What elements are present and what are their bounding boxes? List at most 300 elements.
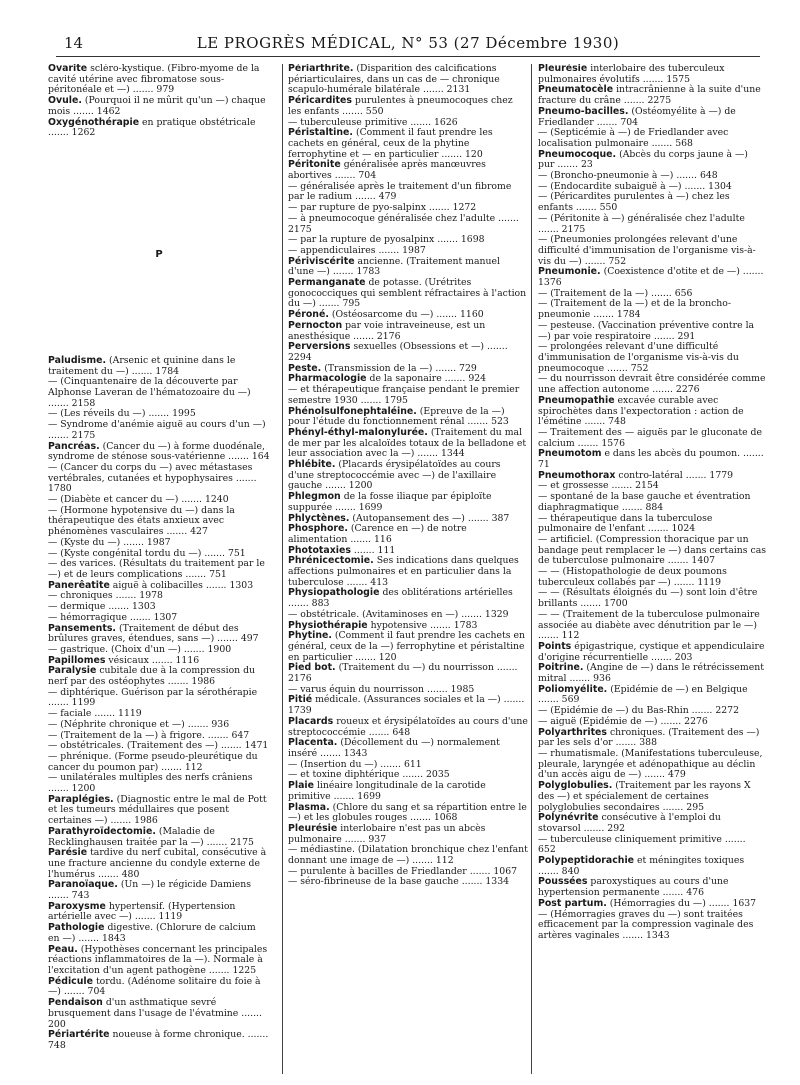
index-entry — [288, 738, 528, 759]
index-entry — [538, 685, 766, 706]
index-entry — [538, 910, 766, 942]
entry-page-number: 1987 — [402, 244, 426, 256]
entry-text: — (Traitement de la —) et de la broncho-pneumonie — [538, 298, 732, 321]
entry-text: — aiguë (Epidémie de —) — [538, 715, 658, 727]
dot-leader: ....... — [126, 611, 154, 623]
entry-text: Pneumothorax contro-latéral — [538, 469, 683, 481]
entry-text: Pleurésie interlobaire des tuberculeux pulmonaires évolutifs — [538, 64, 725, 85]
index-entry — [48, 463, 270, 495]
entry-page-number: 648 — [699, 170, 718, 182]
entry-text: Points épigastrique, cystique et appendiculaire d'origine récurrentielle — [538, 640, 765, 663]
index-entry — [288, 845, 528, 866]
entry-page-number: 704 — [358, 170, 377, 182]
entry-page-number: 2176 — [288, 673, 312, 685]
index-entry — [538, 749, 766, 781]
entry-page-number: 704 — [620, 116, 639, 128]
entry-text: — thérapeutique dans la tuberculose pulmonaire de l'enfant — [538, 512, 713, 535]
dot-leader: ....... — [657, 715, 685, 727]
entry-page-number: 1160 — [459, 309, 484, 321]
index-entry — [48, 1030, 270, 1051]
dot-leader: ....... — [705, 897, 733, 909]
dot-leader: ....... — [538, 630, 562, 642]
dot-leader: ....... — [427, 619, 454, 631]
dot-leader: ....... — [352, 651, 379, 663]
entry-page-number: 550 — [365, 105, 384, 117]
entry-headword: Pédicule — [48, 975, 93, 987]
index-entry — [288, 588, 528, 609]
dot-leader: ....... — [466, 865, 494, 877]
entry-text: — (Cinquantenaire de la découverte par Alphonse Laveran de l'hématozoaire du —) — [48, 376, 251, 399]
entry-page-number: 1376 — [538, 277, 562, 289]
entry-text: — et grossesse — [538, 480, 609, 492]
entry-page-number: 1784 — [616, 309, 641, 321]
index-entry — [288, 695, 528, 716]
index-entry — [288, 321, 528, 342]
entry-headword: Papillomes — [48, 654, 106, 666]
entry-page-number: 569 — [561, 694, 580, 706]
entry-headword: Polypeptidorachie — [538, 855, 635, 867]
entry-text: — unilatérales multiples des nerfs crâniens — [48, 772, 253, 784]
dot-leader: ....... — [420, 84, 447, 96]
dot-leader: ....... — [48, 397, 72, 409]
entry-text: — Syndrome d'anémie aiguë au cours d'un —) — [48, 419, 266, 431]
entry-headword: Péristaltine. — [288, 127, 353, 139]
entry-text: — pesteuse. (Vaccination préventive contre la —) par voie respiratoire — [538, 319, 755, 342]
dot-leader: ....... — [180, 643, 208, 655]
dot-leader: ....... — [218, 740, 245, 752]
dot-leader: ....... — [75, 932, 102, 944]
dot-leader: ....... — [48, 429, 72, 441]
entry-text: Pneumopathie excavée curable avec spirochètes dans l'expectoration : action de l'émétine — [538, 394, 744, 428]
dot-leader: ....... — [288, 598, 312, 610]
entry-page-number: 1986 — [134, 815, 158, 827]
entry-headword: Pendaison — [48, 997, 103, 1009]
entry-headword: Pernocton — [288, 319, 343, 331]
dot-leader: ....... — [184, 718, 212, 730]
entry-page-number: 937 — [368, 833, 387, 845]
index-entry — [288, 877, 528, 888]
dot-leader: ....... — [739, 266, 764, 278]
index-entry — [538, 299, 766, 320]
entry-page-number: 1995 — [172, 408, 196, 420]
entry-headword: Phényl-éthyl-malonylurée. — [288, 426, 428, 438]
entry-page-number: 1407 — [691, 555, 716, 567]
dot-leader: ....... — [433, 309, 460, 321]
entry-text: — par rupture de pyo-salpinx — [288, 202, 426, 214]
dot-leader: ....... — [424, 683, 451, 695]
entry-headword: Phénolsulfonephtaléine. — [288, 405, 417, 417]
index-entry — [288, 385, 528, 406]
journal-title: LE PROGRÈS MÉDICAL, N° 53 (27 Décembre 1930) — [196, 34, 620, 52]
entry-page-number: 1225 — [232, 965, 257, 976]
index-entry — [288, 631, 528, 663]
entry-text: — rhumatismale. (Manifestations tuberculeuse, pleurale, laryngée et adénopathique au déclin d'un accès aigu de —) — [538, 748, 763, 781]
index-entry — [48, 752, 270, 773]
dot-leader: ....... — [618, 501, 646, 513]
entry-text: Pansements. (Traitement de début des brûlures graves, étendues, sans —) — [48, 622, 239, 645]
index-entry — [288, 556, 528, 588]
entry-page-number: 1262 — [71, 127, 96, 139]
entry-page-number: 2154 — [635, 480, 659, 492]
entry-page-number: 1240 — [204, 494, 229, 506]
entry-page-number: 884 — [645, 501, 664, 513]
entry-page-number: 729 — [459, 362, 477, 374]
entry-text: Physiothérapie hypotensive — [288, 619, 428, 631]
entry-text: Pleurésie interlobaire n'est pas un abcès pulmonaire — [288, 822, 486, 845]
entry-page-number: 883 — [311, 598, 330, 610]
entry-page-number: 1119 — [697, 576, 722, 588]
entry-text: Pathologie digestive. (Chlorure de calcium en —) — [48, 922, 256, 944]
index-entry — [538, 449, 766, 470]
entry-page-number: 427 — [190, 526, 208, 538]
entry-page-number: 1343 — [343, 748, 368, 759]
entry-page-number: 164 — [251, 451, 270, 463]
entry-text: — tuberculeuse cliniquement primitive — [538, 833, 722, 845]
entry-page-number: 1843 — [101, 932, 126, 944]
entry-headword: Physiothérapie — [288, 619, 368, 631]
entry-page-number: 1344 — [440, 448, 465, 460]
dot-leader: ....... — [70, 105, 97, 117]
dot-leader: ....... — [377, 758, 404, 770]
dot-leader: ....... — [204, 729, 232, 741]
index-entry — [538, 150, 766, 171]
entry-page-number: 1987 — [146, 536, 171, 548]
dot-leader: ....... — [145, 408, 173, 420]
dot-leader: ....... — [409, 855, 436, 867]
entry-text: — à pneumocoque généralisée chez l'adulte — [288, 212, 496, 224]
entry-headword: Pneumopathie — [538, 394, 615, 406]
index-entry — [48, 624, 270, 645]
entry-page-number: 1303 — [132, 601, 156, 613]
entry-text: — appendiculaires — [288, 244, 376, 256]
entry-text: — (Péricardites purulentes à —) chez les enfants — [538, 191, 730, 214]
index-entry — [538, 128, 766, 149]
index-entry — [288, 492, 528, 513]
index-entry — [538, 514, 766, 535]
dot-leader: ....... — [681, 180, 709, 192]
index-entry — [538, 342, 766, 374]
entry-headword: Péritonite — [288, 159, 341, 171]
index-entry — [538, 492, 766, 513]
entry-text: — (Epidémie de —) du Bas-Rhin — [538, 705, 689, 717]
dot-leader: ....... — [131, 911, 159, 923]
entry-page-number: 2175 — [71, 429, 96, 441]
entry-headword: Permanganate — [288, 277, 366, 289]
dot-leader: ....... — [670, 576, 698, 588]
entry-headword: Peste. — [288, 362, 322, 374]
dot-leader: ....... — [48, 783, 72, 795]
dot-leader: ....... — [620, 95, 648, 107]
entry-text: — (Péritonite à —) généralisée chez l'adulte — [538, 212, 745, 224]
index-entry — [288, 803, 528, 824]
dot-leader: ....... — [399, 769, 427, 781]
dot-leader: ....... — [148, 654, 176, 666]
index-entry — [48, 506, 270, 538]
dot-leader: ....... — [48, 697, 72, 709]
entries-after-letter — [48, 356, 270, 1052]
entry-headword: Pneumatocèle — [538, 84, 614, 96]
entry-page-number: 1303 — [229, 579, 254, 591]
index-entry — [538, 107, 766, 128]
index-entry — [538, 856, 766, 877]
entry-text: Péricardites purulentes à pneumocoques chez les enfants — [288, 95, 513, 117]
index-entry — [48, 377, 270, 409]
entry-text: Périartérite noueuse à forme chronique. — [48, 1029, 245, 1041]
entry-text: Peste. (Transmission de la —) — [288, 362, 433, 374]
entry-page-number: 1783 — [356, 266, 381, 278]
index-entry — [288, 407, 528, 428]
dot-leader: ....... — [580, 822, 608, 834]
entry-headword: Paroxysme — [48, 900, 106, 912]
index-entry — [48, 848, 270, 880]
dot-leader: ....... — [112, 590, 140, 602]
index-entry — [288, 781, 528, 802]
index-entry — [48, 880, 270, 901]
entry-text: — purulente à bacilles de Friedlander — [288, 865, 467, 877]
index-entry — [288, 428, 528, 460]
entry-text: — (Les réveils du —) — [48, 408, 146, 420]
entry-page-number: 2131 — [446, 84, 471, 96]
dot-leader: ....... — [60, 986, 88, 998]
dot-leader: ....... — [721, 833, 746, 845]
entry-text: — généralisée après le traitement d'un fibrome par le radium — [288, 180, 512, 203]
dot-leader: ....... — [441, 373, 469, 385]
entry-page-number: 550 — [599, 202, 618, 214]
entry-text: — — (Histopathologie de deux poumons tuberculeux collabés par —) — [538, 566, 727, 588]
index-entry — [538, 588, 766, 609]
entry-text: Pernocton par voie intraveineuse, est un anesthésique — [288, 319, 486, 342]
entry-headword: Placenta. — [288, 737, 338, 749]
entry-text: Péroné. (Ostéosarcome du —) — [288, 309, 434, 321]
index-entry — [538, 214, 766, 235]
entry-text: Pneumo-bacilles. (Ostéomyélite à —) de Friedlander — [538, 105, 736, 128]
entry-page-number: 2175 — [561, 223, 586, 235]
dot-leader: ....... — [572, 202, 600, 214]
dot-leader: ....... — [644, 523, 672, 535]
entry-page-number: 1199 — [71, 697, 96, 709]
entry-text: — médiastine. (Dilatation bronchique chez l'enfant donnant une image de —) — [288, 844, 528, 867]
dot-leader: ....... — [91, 708, 119, 720]
entry-text: Péristaltine. (Comment il faut prendre les cachets en général, ceux de la phytine ferrophytine et — en particulier — [288, 127, 493, 160]
dot-leader: ....... — [317, 748, 344, 759]
entry-page-number: 291 — [677, 330, 696, 342]
dot-leader: ....... — [350, 330, 377, 342]
entry-text: Phlyctènes. (Autopansement des —) — [288, 512, 465, 524]
entry-page-number: 1334 — [485, 876, 510, 888]
dot-leader: ....... — [577, 598, 604, 610]
index-entry — [288, 824, 528, 845]
entry-text: Pneumocoque. (Abcès du corps jaune à —) pur — [538, 148, 748, 171]
dot-leader: ....... — [648, 137, 676, 149]
entry-headword: Pneumo-bacilles. — [538, 105, 629, 117]
entry-page-number: 497 — [240, 633, 259, 645]
entry-text: — obstétricales. (Traitement des —) — [48, 740, 218, 752]
entry-page-number: 1200 — [71, 783, 96, 795]
entry-page-number: 1985 — [450, 683, 475, 695]
index-entry — [538, 192, 766, 213]
index-entry — [288, 663, 528, 684]
entry-page-number: 2272 — [715, 705, 739, 717]
entry-page-number: 120 — [465, 148, 483, 160]
entry-page-number: 2276 — [684, 715, 708, 727]
section-letter: P — [155, 248, 163, 260]
entry-headword: Péricardites — [288, 95, 352, 107]
entry-page-number: 743 — [71, 890, 90, 902]
entry-text: — (Broncho-pneumonie à —) — [538, 170, 674, 182]
index-entry — [48, 442, 270, 463]
index-entry — [48, 998, 270, 1030]
dot-leader: ....... — [353, 544, 378, 556]
entry-page-number: 1116 — [175, 654, 200, 666]
index-entry — [48, 688, 270, 709]
entry-text: — des varices. (Résultats du traitement par le —) et de leurs complications — [48, 558, 265, 580]
entry-headword: Phosphore. — [288, 523, 348, 535]
index-entry — [48, 118, 270, 139]
dot-leader: ....... — [664, 555, 692, 567]
index-entry — [288, 214, 528, 235]
entry-text: — obstétricale. (Avitaminoses en —) — [288, 608, 459, 620]
column-divider — [282, 64, 283, 1074]
index-column-1 — [48, 64, 270, 1069]
dot-leader: ....... — [407, 812, 434, 824]
entry-text: Peau. (Hypothèses concernant les principales réactions inflammatoires de la —). Normale à l'excitation d'un agent pathogène — [48, 943, 268, 976]
dot-leader: ....... — [357, 394, 385, 406]
entry-text: Phlébite. (Placards érysipélatoïdes au cours d'une streptococcémie avec —) de l'axillaire gauche — [288, 459, 501, 492]
entry-page-number: 295 — [686, 801, 705, 813]
entry-headword: Pneumotom — [538, 448, 602, 460]
entries — [538, 64, 766, 942]
entry-page-number: 1272 — [452, 202, 477, 214]
entry-text: — — (Traitement de la tuberculose pulmonaire associée au diabète avec dénutrition par le —) — [538, 608, 760, 631]
index-entry — [538, 835, 766, 856]
entry-page-number: 23 — [581, 159, 593, 171]
index-entry — [538, 663, 766, 684]
dot-leader: ....... — [649, 384, 676, 396]
dot-leader: ....... — [332, 501, 359, 513]
entry-headword: Pansements. — [48, 622, 116, 634]
index-entry — [288, 160, 528, 181]
entry-page-number: 1779 — [709, 469, 734, 481]
dot-leader: ....... — [464, 512, 492, 524]
column-divider — [531, 64, 532, 1074]
entry-page-number: 647 — [231, 729, 250, 741]
entry-headword: Pneumothorax — [538, 469, 616, 481]
index-entry — [288, 96, 528, 117]
dot-leader: ....... — [365, 726, 393, 738]
dot-leader: ....... — [659, 801, 687, 813]
dot-leader: ....... — [641, 769, 668, 781]
index-entry — [288, 182, 528, 203]
dot-leader: ....... — [225, 451, 252, 463]
entry-text: — séro-fibrineuse de la base gauche — [288, 876, 459, 888]
entry-text: Phlegmon de la fosse iliaque par épiploïte suppurée — [288, 491, 492, 513]
entry-headword: Plaie — [288, 780, 314, 792]
entry-headword: Poitrine. — [538, 662, 584, 674]
index-entry — [538, 428, 766, 449]
dot-leader: ....... — [458, 876, 486, 888]
dot-leader: ....... — [352, 191, 379, 203]
entry-headword: Paludisme. — [48, 354, 107, 366]
entry-page-number: 1698 — [460, 234, 485, 246]
entry-page-number: 1304 — [708, 180, 732, 192]
index-entry — [48, 795, 270, 827]
entry-text: Plaie linéaire longitudinale de la carotide primitive — [288, 780, 486, 802]
dot-leader: ....... — [315, 298, 343, 310]
entry-headword: Ovarite — [48, 64, 88, 74]
dot-leader: ....... — [438, 148, 466, 160]
dot-leader: ....... — [341, 833, 369, 845]
entry-text: — prolongées relevant d'une difficulté d'immunisation de l'organisme vis-à-vis du pneumocoque — [538, 341, 739, 374]
entry-page-number: 120 — [378, 651, 397, 663]
dot-leader: ....... — [425, 202, 453, 214]
dot-leader: ....... — [574, 437, 602, 449]
entry-page-number: 648 — [392, 726, 411, 738]
entry-text: Pitié médicale. (Assurances sociales et la —) — [288, 694, 501, 706]
dot-leader: ....... — [178, 494, 205, 506]
entry-text: — gastrique. (Choix d'un —) — [48, 643, 181, 655]
entry-headword: Placards — [288, 715, 334, 727]
entry-text: — et toxine diphtérique — [288, 769, 400, 781]
entry-text: Post partum. (Hémorragies du —) — [538, 897, 706, 909]
dot-leader: ....... — [538, 865, 562, 877]
entry-text: Polyglobulies. (Traitement par les rayons X des —) et spécialement de certaines polyglobulies secondaires — [538, 780, 751, 813]
entry-text: — artificiel. (Compression thoracique par un bandage peut remplacer le —) dans certains cas de tuberculose pulmonaire — [538, 533, 766, 567]
dot-leader: ....... — [740, 448, 764, 460]
entry-text: Papillomes vésicaux — [48, 654, 149, 666]
dot-leader: ....... — [347, 533, 374, 545]
entry-page-number: 116 — [373, 533, 392, 545]
entry-page-number: 1626 — [434, 116, 458, 128]
index-entry — [288, 460, 528, 492]
index-entry — [538, 781, 766, 813]
dot-leader: ....... — [48, 890, 72, 902]
index-entry — [48, 559, 270, 580]
dot-leader: ....... — [432, 362, 460, 374]
dot-leader: ....... — [182, 568, 210, 580]
entry-text: — diphtérique. Guérison par la sérothérapie — [48, 686, 258, 698]
entry-text: — (Traitement de la —) à frigore. — [48, 729, 205, 741]
entry-text: Pancréas. (Cancer du —) à forme duodénale, syndrome de sténose sous-vatérienne — [48, 440, 265, 463]
entry-page-number: 413 — [370, 576, 389, 588]
entry-headword: Perversions — [288, 341, 351, 353]
index-entry — [288, 64, 528, 96]
dot-leader: ....... — [95, 868, 122, 880]
entry-headword: Parésie — [48, 847, 88, 859]
entry-page-number: 840 — [561, 865, 580, 877]
entry-text: — (Diabète et cancer du —) — [48, 494, 179, 506]
entry-page-number: 111 — [377, 544, 396, 556]
entry-text: Périarthrite. (Disparition des calcifications périarticulaires, dans un cas de — chronique scapulo-humérale bilatérale — [288, 64, 500, 96]
entry-page-number: 704 — [87, 986, 106, 998]
entry-headword: Ovule. — [48, 95, 82, 107]
entry-text: Oxygénothérapie en pratique obstétricale — [48, 116, 256, 128]
entry-text: — varus équin du nourrisson — [288, 683, 425, 695]
dot-leader: ....... — [163, 526, 191, 538]
entry-page-number: 652 — [538, 844, 556, 856]
dot-leader: ....... — [330, 790, 358, 802]
entry-headword: Phlébite. — [288, 459, 336, 471]
entry-text: Physiopathologie des oblitérations artérielles — [288, 587, 513, 599]
dot-leader: ....... — [375, 244, 403, 256]
index-entry — [538, 610, 766, 642]
entry-page-number: 751 — [227, 547, 246, 559]
entry-text: Perversions sexuelles (Obsessions et —) — [288, 341, 485, 353]
entry-page-number: 479 — [667, 769, 686, 781]
entry-page-number: 2035 — [426, 769, 450, 781]
entry-text: — (Cancer du corps du —) avec métastases vertébrales, cutanées et hypophysaires — [48, 461, 253, 484]
entry-headword: Pneumocoque. — [538, 148, 617, 160]
entry-headword: Phlegmon — [288, 491, 341, 503]
